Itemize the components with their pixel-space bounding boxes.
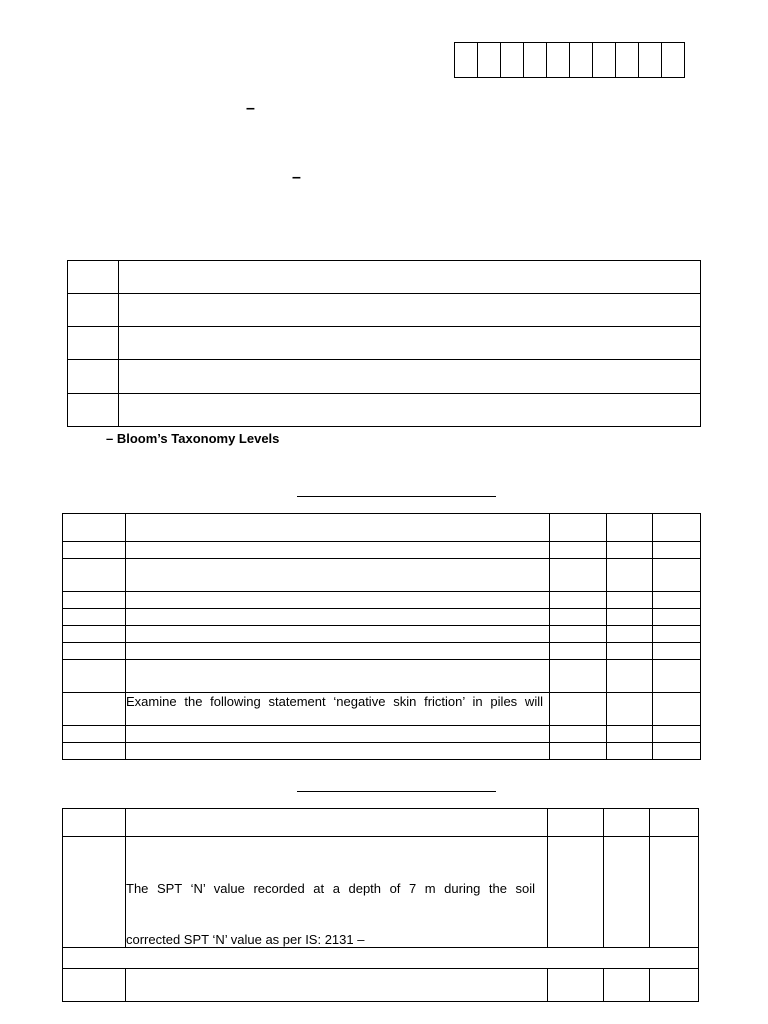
legend-desc-cell [119,294,701,327]
question-number-header [63,514,126,542]
part-a-heading-underline [297,496,496,497]
bl-header [653,514,701,542]
legend-desc-cell [119,394,701,427]
co-header [607,514,653,542]
register-number-cell [501,43,524,78]
legend-code-cell [68,327,119,360]
register-number-cell [478,43,501,78]
register-number-cell [639,43,662,78]
co-header [604,809,650,837]
legend-desc-cell [119,261,701,294]
legend-code-cell [68,294,119,327]
table-row [63,837,699,948]
legend-code-cell [68,360,119,394]
legend-desc-cell [119,360,701,394]
register-number-cell [593,43,616,78]
table-row [63,643,701,660]
co-cell [604,837,650,948]
header-dash: – [246,100,255,117]
register-number-cell [524,43,547,78]
table-row [63,592,701,609]
bl-cell [650,837,699,948]
bl-header [650,809,699,837]
marks-cell [548,837,604,948]
legend-code-cell [68,261,119,294]
register-number-cell [547,43,570,78]
table-row [63,559,701,592]
marks-header [548,809,604,837]
blooms-taxonomy-note: – Bloom’s Taxonomy Levels [106,431,280,446]
table-header-row [63,809,699,837]
register-number-boxes [454,42,685,78]
question-header [126,809,548,837]
table-row [63,726,701,743]
course-outcome-legend-table [67,260,701,427]
question-header [126,514,550,542]
table-row [63,626,701,643]
register-number-cell [662,43,685,78]
question-number-cell [63,837,126,948]
table-row [63,609,701,626]
table-row [63,693,701,726]
register-number-cell [455,43,478,78]
question-text-line-2: corrected SPT ‘N’ value as per IS: 2131 – [126,932,365,947]
table-row [63,743,701,760]
or-row [63,948,699,969]
register-number-cell [570,43,593,78]
legend-code-cell [68,394,119,427]
header-dash: – [292,169,301,186]
question-cell [126,837,548,948]
question-text: Examine the following statement ‘negative skin friction’ in piles will [126,693,550,726]
table-row [63,660,701,693]
part-b-question-table [62,808,699,1002]
question-text-line-1: The SPT ‘N’ value recorded at a depth of 7 m during the soil [126,881,535,896]
register-number-cell [616,43,639,78]
or-cell [63,948,699,969]
legend-desc-cell [119,327,701,360]
table-row [63,969,699,1002]
table-row [63,542,701,559]
part-b-heading-underline [297,791,496,792]
question-number-header [63,809,126,837]
table-header-row [63,514,701,542]
part-a-question-table [62,513,701,760]
marks-header [550,514,607,542]
